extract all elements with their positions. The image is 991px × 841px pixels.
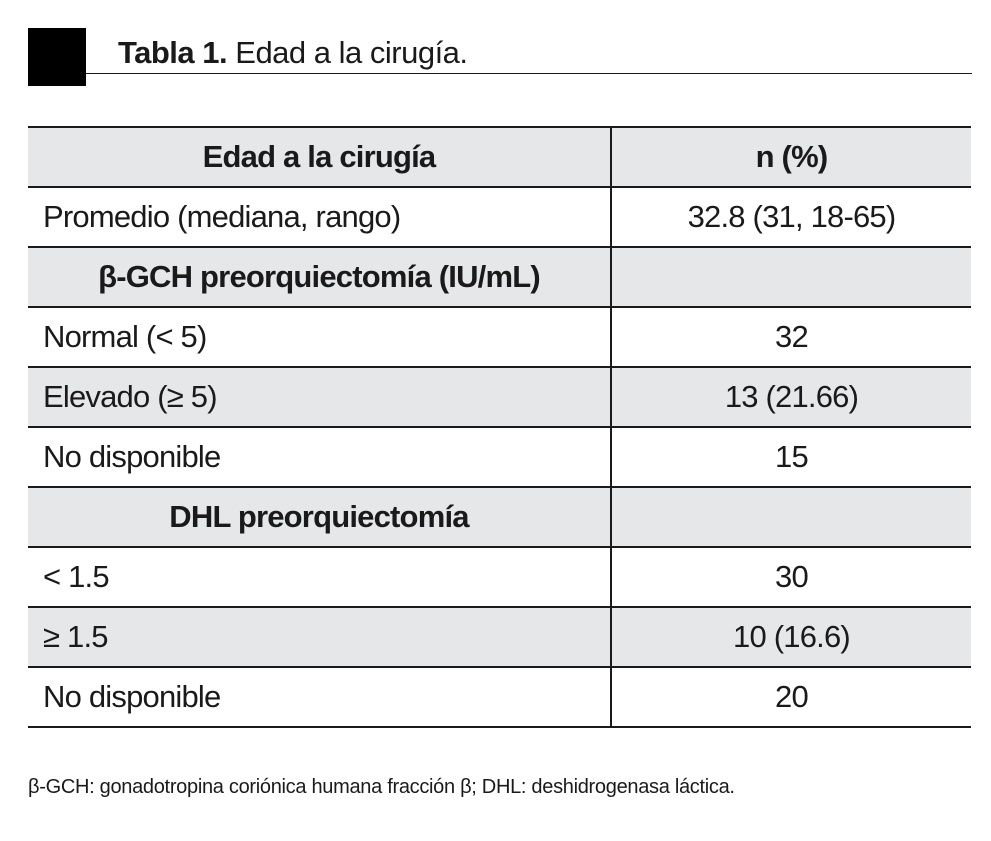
title-rule (86, 73, 972, 74)
row-value: 32.8 (31, 18-65) (611, 187, 971, 247)
row-label: Elevado (≥ 5) (28, 367, 611, 427)
table-header-row (28, 127, 971, 187)
row-value: 30 (611, 547, 971, 607)
table-row (28, 187, 971, 247)
row-label: ≥ 1.5 (28, 607, 611, 667)
row-label: Promedio (mediana, rango) (28, 187, 611, 247)
row-value: 13 (21.66) (611, 367, 971, 427)
row-label: Normal (< 5) (28, 307, 611, 367)
table-row (28, 427, 971, 487)
row-value: 20 (611, 667, 971, 727)
row-label: No disponible (28, 667, 611, 727)
table-title-text: Edad a la cirugía. (235, 35, 468, 70)
table-title (118, 33, 468, 73)
section-value (611, 247, 971, 307)
table-container (28, 126, 971, 728)
table-title-label: Tabla 1. (118, 35, 228, 70)
table-footnote: β-GCH: gonadotropina coriónica humana fracción β; DHL: deshidrogenasa láctica. (28, 776, 735, 798)
row-label: < 1.5 (28, 547, 611, 607)
data-table (28, 126, 971, 728)
table-row (28, 667, 971, 727)
title-block-marker (28, 28, 86, 86)
section-label: β-GCH preorquiectomía (IU/mL) (28, 247, 611, 307)
section-row (28, 247, 971, 307)
column-header-n: n (%) (611, 127, 971, 187)
row-label: No disponible (28, 427, 611, 487)
section-value (611, 487, 971, 547)
column-header-edad: Edad a la cirugía (28, 127, 611, 187)
table-row (28, 607, 971, 667)
row-value: 10 (16.6) (611, 607, 971, 667)
table-row (28, 307, 971, 367)
table-row (28, 547, 971, 607)
section-row (28, 487, 971, 547)
section-label: DHL preorquiectomía (28, 487, 611, 547)
row-value: 15 (611, 427, 971, 487)
row-value: 32 (611, 307, 971, 367)
table-row (28, 367, 971, 427)
